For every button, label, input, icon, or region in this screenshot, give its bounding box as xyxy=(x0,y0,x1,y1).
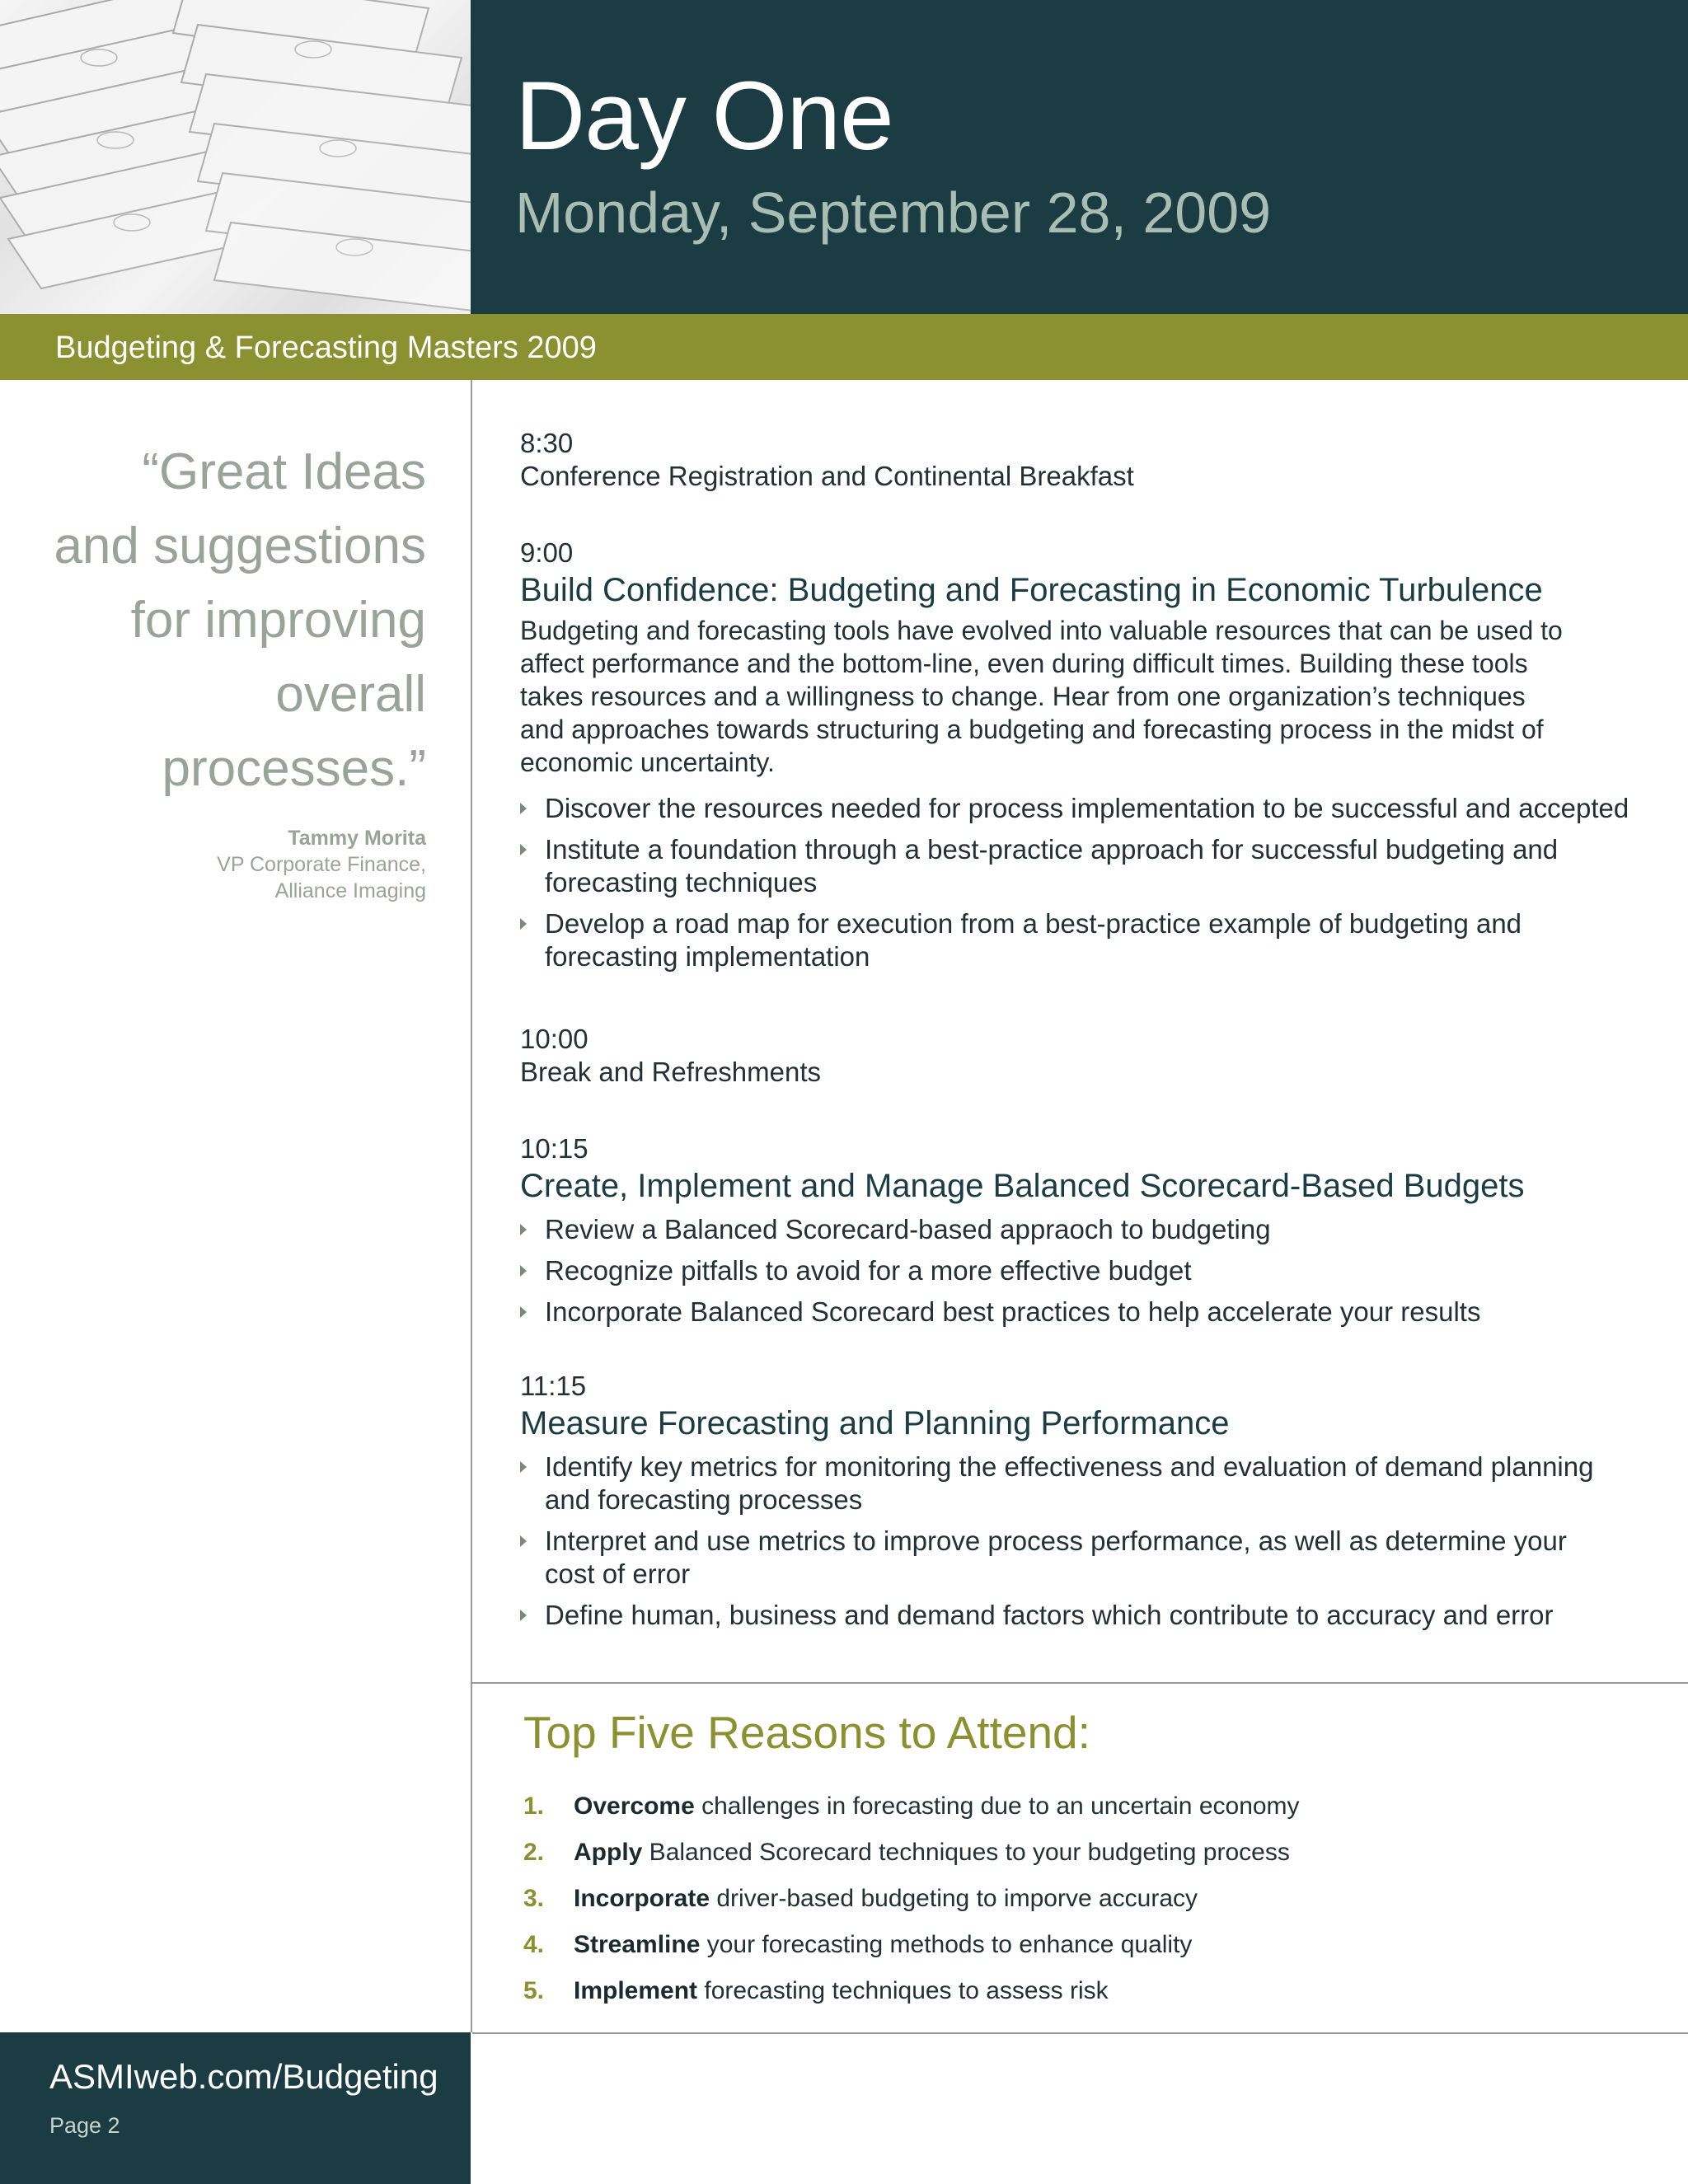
page-title: Day One xyxy=(515,62,893,171)
session-title: Measure Forecasting and Planning Performance xyxy=(520,1405,1230,1441)
session-1115 xyxy=(520,1370,1649,1632)
divider-bottom xyxy=(472,2032,1688,2034)
reasons-list xyxy=(523,1783,1661,2014)
reason-keyword: Overcome xyxy=(574,1793,695,1820)
reason-number: 5. xyxy=(523,1977,545,2004)
reason-text: Balanced Scorecard techniques to your budgeting process xyxy=(642,1839,1290,1866)
footer-block xyxy=(0,2032,471,2184)
list-item xyxy=(520,1525,1649,1591)
session-1015 xyxy=(520,1132,1649,1329)
bullet-text: Recognize pitfalls to avoid for a more effective budget xyxy=(545,1255,1192,1286)
event-date: Monday, September 28, 2009 xyxy=(515,180,1272,245)
testimonial-quote xyxy=(14,435,426,806)
quote-line: for improving xyxy=(130,592,426,649)
session-830 xyxy=(520,427,1649,493)
session-text: Break and Refreshments xyxy=(520,1057,822,1087)
reason-number: 1. xyxy=(523,1793,545,1820)
bullet-text: cost of error xyxy=(545,1558,691,1589)
reason-text: forecasting techniques to assess risk xyxy=(697,1977,1109,2004)
session-title: Build Confidence: Budgeting and Forecasting in Economic Turbulence xyxy=(520,572,1543,608)
money-stack-image xyxy=(0,0,471,314)
description-line: affect performance and the bottom-line, even during difficult times. Building these tools xyxy=(520,649,1528,678)
reason-item xyxy=(523,1922,1661,1968)
agenda xyxy=(520,427,1649,1640)
reasons-title: Top Five Reasons to Attend: xyxy=(523,1707,1090,1758)
list-item xyxy=(520,1451,1649,1516)
reason-text: challenges in forecasting due to an uncertain economy xyxy=(694,1793,1300,1820)
session-time: 10:15 xyxy=(520,1133,588,1164)
reason-item xyxy=(523,1783,1661,1830)
reason-number: 4. xyxy=(523,1931,545,1958)
bullet-triangle-icon xyxy=(520,1224,527,1235)
session-time: 8:30 xyxy=(520,428,574,458)
bullet-text: forecasting implementation xyxy=(545,941,870,972)
bullet-triangle-icon xyxy=(520,844,527,855)
bullet-triangle-icon xyxy=(520,1535,527,1547)
session-bullets xyxy=(520,1213,1649,1329)
quote-line: “Great Ideas xyxy=(142,443,426,500)
bullet-text: Incorporate Balanced Scorecard best practices to help accelerate your results xyxy=(545,1296,1481,1327)
bullet-text: Develop a road map for execution from a best-practice example of budgeting and xyxy=(545,908,1522,939)
list-item xyxy=(520,1599,1649,1632)
bullet-triangle-icon xyxy=(520,1306,527,1318)
list-item xyxy=(520,833,1649,899)
reason-number: 3. xyxy=(523,1885,545,1912)
list-item xyxy=(520,1254,1649,1287)
session-time: 11:15 xyxy=(520,1371,587,1401)
website-link[interactable]: ASMIweb.com/Budgeting xyxy=(49,2057,438,2096)
reason-text: your forecasting methods to enhance quality xyxy=(700,1931,1193,1958)
bullet-triangle-icon xyxy=(520,803,527,814)
page-number: Page 2 xyxy=(49,2113,120,2138)
quote-line: overall xyxy=(275,666,426,723)
event-band xyxy=(0,314,1688,380)
bullet-text: Discover the resources needed for process implementation to be successful and accepted xyxy=(545,793,1629,823)
quote-author-title: VP Corporate Finance, xyxy=(217,853,426,876)
reason-text: driver-based budgeting to imporve accuracy xyxy=(710,1885,1198,1912)
session-bullets xyxy=(520,1451,1649,1632)
bullet-triangle-icon xyxy=(520,1265,527,1277)
bullet-text: forecasting techniques xyxy=(545,867,818,898)
list-item xyxy=(520,1296,1649,1329)
session-description xyxy=(520,614,1649,779)
list-item xyxy=(520,907,1649,973)
description-line: and approaches towards structuring a budgeting and forecasting process in the midst of xyxy=(520,715,1544,744)
bullet-triangle-icon xyxy=(520,1610,527,1621)
bullet-text: Interpret and use metrics to improve process performance, as well as determine your xyxy=(545,1526,1567,1556)
reason-item xyxy=(523,1830,1661,1876)
event-name: Budgeting & Forecasting Masters 2009 xyxy=(55,330,597,365)
reason-keyword: Implement xyxy=(574,1977,698,2004)
quote-author-name: Tammy Morita xyxy=(288,827,426,850)
session-time: 9:00 xyxy=(520,537,574,568)
bullet-text: Identify key metrics for monitoring the effectiveness and evaluation of demand planning xyxy=(545,1451,1594,1482)
bullet-text: Define human, business and demand factors which contribute to accuracy and error xyxy=(545,1600,1554,1630)
column-divider xyxy=(471,380,472,2032)
session-900 xyxy=(520,537,1649,973)
session-bullets xyxy=(520,792,1649,973)
reason-item xyxy=(523,1876,1661,1922)
reason-keyword: Apply xyxy=(574,1839,643,1866)
list-item xyxy=(520,1213,1649,1246)
bullet-triangle-icon xyxy=(520,1461,527,1473)
divider-agenda-reasons xyxy=(472,1682,1688,1684)
quote-author-role xyxy=(30,851,426,904)
session-1000 xyxy=(520,1023,1649,1089)
reason-keyword: Incorporate xyxy=(574,1885,710,1912)
description-line: takes resources and a willingness to change. Hear from one organization’s techniques xyxy=(520,682,1526,711)
bullet-text: and forecasting processes xyxy=(545,1484,863,1515)
reason-keyword: Streamline xyxy=(574,1931,701,1958)
session-title: Create, Implement and Manage Balanced Scorecard-Based Budgets xyxy=(520,1168,1525,1204)
bullet-triangle-icon xyxy=(520,918,527,930)
description-line: economic uncertainty. xyxy=(520,748,775,777)
quote-line: and suggestions xyxy=(54,518,426,574)
list-item xyxy=(520,792,1649,825)
bullet-text: Institute a foundation through a best-practice approach for successful budgeting and xyxy=(545,834,1559,865)
session-text: Conference Registration and Continental Breakfast xyxy=(520,461,1134,491)
quote-line: processes.” xyxy=(162,740,426,797)
bullet-text: Review a Balanced Scorecard-based appraoch to budgeting xyxy=(545,1214,1271,1244)
reason-number: 2. xyxy=(523,1839,545,1866)
header-title-block xyxy=(471,0,1688,314)
quote-author-company: Alliance Imaging xyxy=(274,879,426,902)
reason-item xyxy=(523,1968,1661,2014)
description-line: Budgeting and forecasting tools have evolved into valuable resources that can be used to xyxy=(520,616,1563,645)
session-time: 10:00 xyxy=(520,1024,588,1054)
